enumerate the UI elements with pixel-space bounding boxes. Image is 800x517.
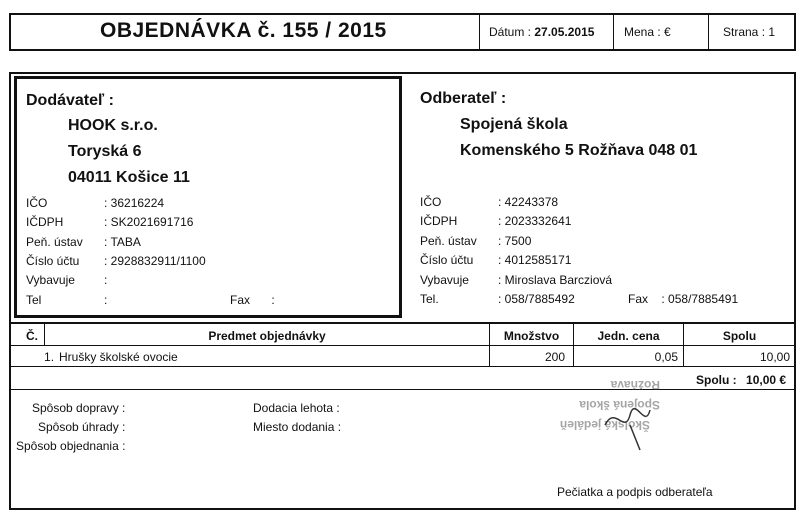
customer-icdph-value: : 2023332641 xyxy=(498,214,572,228)
customer-account: 4012585171 xyxy=(504,253,572,267)
supplier-icdph: SK2021691716 xyxy=(110,215,194,229)
customer-bank-label: Peň. ústav xyxy=(420,234,477,248)
date-label: Dátum : xyxy=(489,25,532,39)
transport-label: Spôsob dopravy : xyxy=(32,401,126,415)
customer-ico-value: : 42243378 xyxy=(498,195,559,209)
col-header-qty: Množstvo xyxy=(503,329,560,343)
col-header-item: Predmet objednávky xyxy=(208,329,326,343)
stamp-line-3: Školská jedáleň xyxy=(559,418,650,432)
supplier-account-value: : 2928832911/1100 xyxy=(104,254,206,268)
table-header-line xyxy=(10,345,795,346)
supplier-contact-label: Vybavuje xyxy=(26,273,75,287)
col-header-price: Jedn. cena xyxy=(597,329,660,343)
supplier-contact-value: : xyxy=(104,273,108,287)
supplier-city: 04011 Košice 11 xyxy=(68,169,190,186)
divider xyxy=(613,14,614,50)
table-row-line xyxy=(10,366,795,367)
customer-icdph-label: IČDPH xyxy=(420,214,458,228)
customer-icdph: 2023332641 xyxy=(504,214,572,228)
supplier-icdph-label: IČDPH xyxy=(26,215,64,229)
customer-fax-value: 058/7885491 xyxy=(668,292,739,306)
supplier-name: HOOK s.r.o. xyxy=(68,117,158,134)
supplier-tel-value: : xyxy=(104,293,108,307)
customer-account-value: : 4012585171 xyxy=(498,253,572,267)
supplier-tel-label: Tel xyxy=(26,293,42,307)
document-title: OBJEDNÁVKA č. 155 / 2015 xyxy=(100,19,387,42)
supplier-ico-label: IČO xyxy=(26,196,48,210)
signature-scribble xyxy=(600,395,660,455)
customer-contact-value: : Miroslava Barcziová xyxy=(498,273,613,287)
payment-label: Spôsob úhrady : xyxy=(38,420,126,434)
stamp-line-1: Rožňava xyxy=(610,378,660,392)
col-header-no: Č. xyxy=(26,329,38,343)
supplier-heading: Dodávateľ : xyxy=(26,92,114,109)
supplier-account-label: Číslo účtu xyxy=(26,254,80,268)
supplier-bank: TABA xyxy=(110,235,141,249)
customer-bank-value: : 7500 xyxy=(498,234,532,248)
supplier-ico: 36216224 xyxy=(110,196,165,210)
customer-contact: Miroslava Barcziová xyxy=(504,273,613,287)
customer-tel-label: Tel. xyxy=(420,292,439,306)
customer-tel: 058/7885492 xyxy=(504,292,575,306)
row-1-no: 1. xyxy=(44,350,55,364)
customer-fax: Fax : 058/7885491 xyxy=(628,292,739,306)
customer-ico-label: IČO xyxy=(420,195,442,209)
date-value: 27.05.2015 xyxy=(534,25,595,39)
customer-account-label: Číslo účtu xyxy=(420,253,474,267)
row-1-price: 0,05 xyxy=(654,350,678,364)
date-field xyxy=(489,25,594,39)
divider xyxy=(479,14,480,50)
stamp-line-2: Spojená škola xyxy=(579,398,660,412)
customer-bank: 7500 xyxy=(504,234,532,248)
delivery-deadline-label: Dodacia lehota : xyxy=(253,401,340,415)
row-1-qty: 200 xyxy=(544,350,565,364)
row-no: 1 xyxy=(44,350,51,364)
supplier-account: 2928832911/1100 xyxy=(110,254,206,268)
customer-ico: 42243378 xyxy=(504,195,559,209)
stamp-signature-caption: Pečiatka a podpis odberateľa xyxy=(557,485,713,499)
customer-contact-label: Vybavuje xyxy=(420,273,469,287)
grand-total xyxy=(696,373,786,387)
row-1-item: Hrušky školské ovocie xyxy=(59,350,178,364)
supplier-bank-label: Peň. ústav xyxy=(26,235,83,249)
supplier-icdph-value: : SK2021691716 xyxy=(104,215,194,229)
table-top-line xyxy=(10,322,795,324)
supplier-fax-label: Fax xyxy=(230,293,251,307)
order-method-label: Spôsob objednania : xyxy=(16,439,126,453)
customer-tel-value: : 058/7885492 xyxy=(498,292,575,306)
page-number: Strana : 1 xyxy=(723,25,776,39)
currency-field: Mena : € xyxy=(624,25,671,39)
supplier-fax: Fax : xyxy=(230,293,275,307)
col-header-total: Spolu xyxy=(722,329,757,343)
customer-heading: Odberateľ : xyxy=(420,90,507,107)
grand-total-value: 10,00 € xyxy=(746,373,787,387)
supplier-bank-value: : TABA xyxy=(104,235,141,249)
customer-fax-label: Fax xyxy=(628,292,649,306)
supplier-ico-value: : 36216224 xyxy=(104,196,165,210)
row-1-total: 10,00 xyxy=(759,350,790,364)
grand-total-label: Spolu : xyxy=(696,373,737,387)
customer-name: Spojená škola xyxy=(460,116,568,133)
divider xyxy=(708,14,709,50)
delivery-place-label: Miesto dodania : xyxy=(253,420,342,434)
customer-address: Komenského 5 Rožňava 048 01 xyxy=(460,142,698,159)
supplier-street: Toryská 6 xyxy=(68,143,142,160)
